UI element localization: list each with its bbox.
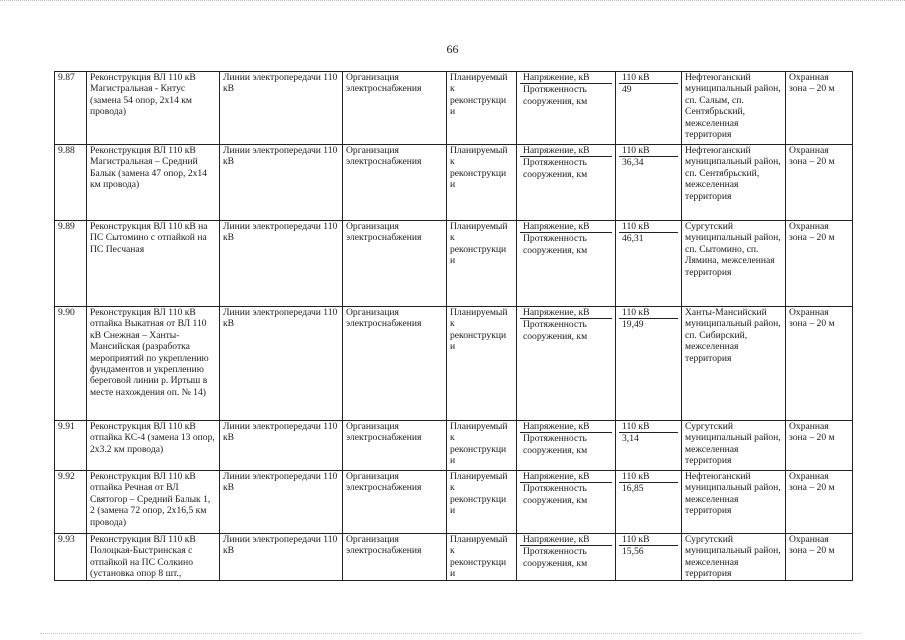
parameter-names — [517, 72, 616, 145]
protection-zone: Охранная зона – 20 м — [786, 534, 853, 581]
protection-zone: Охранная зона – 20 м — [786, 471, 853, 534]
row-number: 9.91 — [55, 421, 87, 471]
table-row — [55, 145, 853, 221]
parameter-length-label: Протяженность сооружения, км — [523, 546, 588, 569]
table-row — [55, 221, 853, 307]
row-number: 9.90 — [55, 307, 87, 421]
parameter-voltage-value: 110 кВ — [619, 221, 678, 233]
row-number: 9.93 — [55, 534, 87, 581]
object-purpose: Организация электроснабжения — [343, 471, 447, 534]
object-type: Линии электропередачи 110 кВ — [220, 534, 343, 581]
object-status: Планируемый к реконструкци и — [447, 221, 517, 307]
parameter-length-value: 46,31 — [622, 233, 644, 245]
parameter-length-value: 19,49 — [622, 319, 644, 331]
object-name: Реконструкция ВЛ 110 кВ отпайка Выкатная от ВЛ 110 кВ Снежная – Ханты-Мансийская (разработка мероприятий по укреплению фундаментов и укреплению береговой линии р. Иртыш в месте нахождения оп. № 14) — [87, 307, 220, 421]
object-location: Сургутский муниципальный район, сп. Сытомино, сп. Лямина, межселенная территория — [682, 221, 786, 307]
protection-zone: Охранная зона – 20 м — [786, 221, 853, 307]
object-status: Планируемый к реконструкци и — [447, 145, 517, 221]
object-name: Реконструкция ВЛ 110 кВ на ПС Сытомино с отпайкой на ПС Песчаная — [87, 221, 220, 307]
scan-edge-bottom — [40, 633, 860, 636]
object-status: Планируемый к реконструкци и — [447, 421, 517, 471]
parameter-voltage-label: Напряжение, кВ — [520, 307, 612, 319]
parameter-length-value: 16,85 — [622, 483, 644, 495]
parameter-voltage-value: 110 кВ — [619, 421, 678, 433]
parameter-names — [517, 307, 616, 421]
parameter-voltage-label: Напряжение, кВ — [520, 534, 612, 546]
parameter-voltage-value: 110 кВ — [619, 307, 678, 319]
parameter-length-label: Протяженность сооружения, км — [523, 433, 588, 456]
object-location: Сургутский муниципальный район, межселенная территория — [682, 534, 786, 581]
object-type: Линии электропередачи 110 кВ — [220, 307, 343, 421]
row-number: 9.87 — [55, 72, 87, 145]
table-row — [55, 72, 853, 145]
object-location: Нефтеюганский муниципальный район, сп. Салым, сп. Сентябрьский, межселенная территория — [682, 72, 786, 145]
object-status: Планируемый к реконструкци и — [447, 471, 517, 534]
parameter-voltage-value: 110 кВ — [619, 72, 678, 84]
object-name: Реконструкция ВЛ 110 кВ Магистральная - Кнтус (замена 54 опор, 2х14 км провода) — [87, 72, 220, 145]
object-status: Планируемый к реконструкци и — [447, 72, 517, 145]
object-purpose: Организация электроснабжения — [343, 534, 447, 581]
parameter-voltage-value: 110 кВ — [619, 534, 678, 546]
parameter-names — [517, 145, 616, 221]
parameter-values — [616, 72, 682, 145]
object-name: Реконструкция ВЛ 110 кВ Полоцкая-Быстринская с отпайкой на ПС Солкино (установка опор 8 шт., — [87, 534, 220, 581]
parameter-length-label: Протяженность сооружения, км — [523, 483, 588, 506]
table-row — [55, 421, 853, 471]
object-purpose: Организация электроснабжения — [343, 145, 447, 221]
table-row — [55, 471, 853, 534]
object-name: Реконструкция ВЛ 110 кВ отпайка КС-4 (замена 13 опор, 2х3.2 км провода) — [87, 421, 220, 471]
parameter-voltage-label: Напряжение, кВ — [520, 421, 612, 433]
object-type: Линии электропередачи 110 кВ — [220, 421, 343, 471]
parameter-names — [517, 534, 616, 581]
object-purpose: Организация электроснабжения — [343, 307, 447, 421]
object-status: Планируемый к реконструкци и — [447, 307, 517, 421]
parameter-voltage-label: Напряжение, кВ — [520, 471, 612, 483]
row-number: 9.89 — [55, 221, 87, 307]
table-body — [55, 72, 853, 581]
parameter-names — [517, 421, 616, 471]
object-name: Реконструкция ВЛ 110 кВ Магистральная – Средний Балык (замена 47 опор, 2х14 км провода) — [87, 145, 220, 221]
infrastructure-table — [54, 71, 853, 581]
object-status: Планируемый к реконструкци и — [447, 534, 517, 581]
object-name: Реконструкция ВЛ 110 кВ отпайка Речная от ВЛ Святогор – Средний Балык 1, 2 (замена 72 опор, 2х16,5 км провода) — [87, 471, 220, 534]
object-purpose: Организация электроснабжения — [343, 221, 447, 307]
scan-edge-top — [0, 0, 905, 4]
parameter-voltage-value: 110 кВ — [619, 471, 678, 483]
table-row — [55, 534, 853, 581]
object-purpose: Организация электроснабжения — [343, 421, 447, 471]
parameter-voltage-value: 110 кВ — [619, 145, 678, 157]
parameter-values — [616, 471, 682, 534]
parameter-length-label: Протяженность сооружения, км — [523, 319, 588, 342]
parameter-values — [616, 307, 682, 421]
object-type: Линии электропередачи 110 кВ — [220, 145, 343, 221]
object-location: Сургутский муниципальный район, межселенная территория — [682, 421, 786, 471]
parameter-values — [616, 145, 682, 221]
table-row — [55, 307, 853, 421]
parameter-length-value: 3,14 — [622, 433, 639, 445]
object-type: Линии электропередачи 110 кВ — [220, 72, 343, 145]
object-location: Нефтеюганский муниципальный район, межселенная территория — [682, 471, 786, 534]
object-type: Линии электропередачи 110 кВ — [220, 221, 343, 307]
parameter-length-label: Протяженность сооружения, км — [523, 157, 588, 180]
parameter-length-value: 36,34 — [622, 157, 644, 169]
parameter-voltage-label: Напряжение, кВ — [520, 145, 612, 157]
parameter-length-value: 15,56 — [622, 546, 644, 558]
page-number: 66 — [446, 42, 459, 56]
parameter-values — [616, 421, 682, 471]
object-type: Линии электропередачи 110 кВ — [220, 471, 343, 534]
protection-zone: Охранная зона – 20 м — [786, 307, 853, 421]
protection-zone: Охранная зона – 20 м — [786, 72, 853, 145]
parameter-voltage-label: Напряжение, кВ — [520, 72, 612, 84]
parameter-names — [517, 471, 616, 534]
parameter-length-label: Протяженность сооружения, км — [523, 233, 588, 256]
parameter-names — [517, 221, 616, 307]
object-purpose: Организация электроснабжения — [343, 72, 447, 145]
parameter-values — [616, 534, 682, 581]
parameter-length-label: Протяженность сооружения, км — [523, 84, 588, 107]
row-number: 9.92 — [55, 471, 87, 534]
parameter-values — [616, 221, 682, 307]
row-number: 9.88 — [55, 145, 87, 221]
parameter-length-value: 49 — [622, 84, 632, 96]
object-location: Ханты-Мансийский муниципальный район, сп. Сибирский, межселенная территория — [682, 307, 786, 421]
object-location: Нефтеюганский муниципальный район, сп. Сентябрьский, межселенная территория — [682, 145, 786, 221]
protection-zone: Охранная зона – 20 м — [786, 145, 853, 221]
protection-zone: Охранная зона – 20 м — [786, 421, 853, 471]
parameter-voltage-label: Напряжение, кВ — [520, 221, 612, 233]
